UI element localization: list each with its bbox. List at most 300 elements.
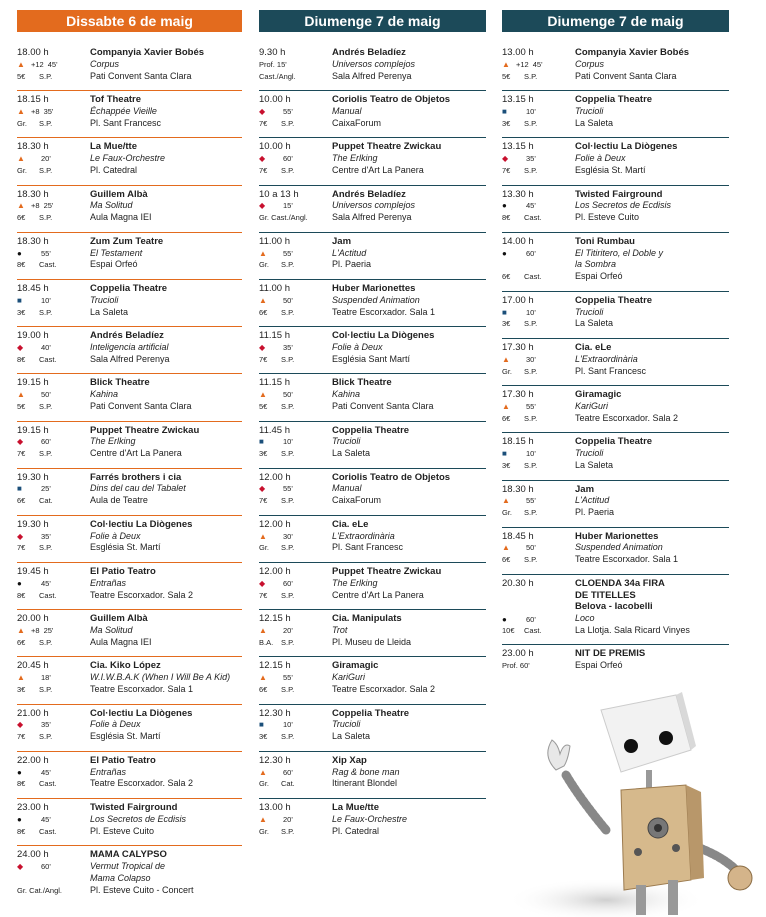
event-info <box>575 389 729 424</box>
event-marks <box>17 578 89 590</box>
event-price-line <box>259 354 331 366</box>
event-time: 18.30 h <box>17 141 49 153</box>
event-price-line <box>502 212 574 224</box>
event-company: Col·lectiu La Diògenes <box>90 707 193 719</box>
event-language: S.P. <box>524 165 538 175</box>
event-price: 7€ <box>17 732 26 742</box>
event-row <box>17 799 242 846</box>
event-meta <box>502 47 574 82</box>
event-company: Twisted Fairground <box>90 802 178 813</box>
event-title: Échappée Vieille <box>90 105 157 116</box>
event-time: 18.45 h <box>17 282 49 294</box>
event-time: 17.30 h <box>502 389 534 401</box>
event-price: Gr. <box>17 165 28 175</box>
event-time: 11.45 h <box>259 424 290 436</box>
event-company: Puppet Theatre Zwickau <box>332 566 442 578</box>
event-company: La Mue/tte <box>90 141 137 153</box>
event-marks <box>502 660 574 672</box>
tri-icon: ▲ <box>259 390 267 400</box>
event-time: 20.30 h <box>502 577 534 589</box>
event-language: S.P. <box>39 165 53 175</box>
event-row <box>17 657 242 704</box>
event-language: S.P. <box>39 401 53 411</box>
event-venue: Aula de Teatre <box>90 495 148 506</box>
event-language: S.P. <box>39 307 53 317</box>
event-venue: Pl. Sant Francesc <box>90 117 162 128</box>
event-venue: Sala Alfred Perenya <box>90 353 170 364</box>
event-row <box>17 563 242 610</box>
event-venue: Aula Magna IEI <box>90 212 152 223</box>
event-title: Corpus <box>575 58 605 69</box>
event-title: Folie à Deux <box>90 719 141 730</box>
event-company: Cia. eLe <box>332 518 369 530</box>
event-time: 12.30 h <box>259 754 291 766</box>
event-language: Cast./Angl. <box>259 71 296 81</box>
event-venue: Teatre Escorxador. Sala 2 <box>90 778 194 789</box>
event-audience: Prof. 60' <box>502 660 530 670</box>
event-row <box>259 327 486 374</box>
event-company-line: Belova - Iacobelli <box>575 601 653 613</box>
event-price-line <box>17 495 89 507</box>
event-title: KariGuri <box>332 672 366 683</box>
event-meta <box>17 94 89 129</box>
event-price-line <box>17 165 89 177</box>
circ-icon: ● <box>17 767 22 777</box>
event-marks <box>259 483 331 495</box>
event-row <box>259 91 486 138</box>
event-marks <box>502 307 574 319</box>
event-duration: 55' <box>41 248 51 258</box>
event-meta <box>502 484 574 519</box>
dia-icon: ◆ <box>259 342 266 352</box>
event-price-line <box>17 885 89 897</box>
event-time: 17.00 h <box>502 294 534 306</box>
event-price: 6€ <box>17 213 26 223</box>
event-marks <box>17 625 89 637</box>
event-marks <box>17 531 89 543</box>
event-meta <box>17 141 89 176</box>
event-info <box>332 283 486 318</box>
event-price: Gr. <box>502 508 513 518</box>
event-duration: 30' <box>526 354 536 364</box>
event-meta <box>259 566 331 601</box>
event-meta <box>259 189 331 224</box>
event-info <box>332 189 486 224</box>
event-language: S.P. <box>524 460 538 470</box>
event-price-line <box>17 307 89 319</box>
event-row <box>259 374 486 421</box>
event-time: 12.15 h <box>259 613 291 625</box>
tri-icon: ▲ <box>259 531 267 541</box>
event-venue: Espai Orfeó <box>90 259 138 270</box>
event-venue: Teatre Escorxador. Sala 1 <box>575 554 679 565</box>
event-marks <box>502 542 574 554</box>
event-row <box>502 575 729 645</box>
event-price: 10€ <box>502 626 515 636</box>
event-row <box>502 292 729 339</box>
event-info <box>90 94 242 129</box>
event-language: S.P. <box>39 637 53 647</box>
event-row <box>17 186 242 233</box>
event-title: Suspended Animation <box>332 294 420 305</box>
event-price-line <box>259 307 331 319</box>
tri-icon: ▲ <box>17 390 25 400</box>
event-info <box>90 519 242 554</box>
event-info <box>332 755 486 790</box>
event-venue: Espai Orfeó <box>575 271 623 282</box>
event-language: S.P. <box>524 413 538 423</box>
circ-icon: ● <box>17 814 22 824</box>
event-company: Tof Theatre <box>90 94 142 106</box>
event-price-line <box>502 71 574 83</box>
event-time: 23.00 h <box>502 647 534 659</box>
event-language: S.P. <box>281 590 295 600</box>
circ-icon: ● <box>502 201 507 211</box>
event-meta <box>259 141 331 176</box>
event-duration: 35' <box>283 342 293 352</box>
event-info <box>90 377 242 412</box>
tri-icon: ▲ <box>17 59 25 69</box>
event-duration: 55' <box>526 401 536 411</box>
tri-icon: ▲ <box>502 59 510 69</box>
event-duration: 55' <box>283 106 293 116</box>
event-row <box>259 799 486 846</box>
event-title: Trucioli <box>332 719 361 730</box>
event-title: Suspended Animation <box>575 542 663 553</box>
event-meta <box>259 755 331 790</box>
event-venue: Centre d'Art La Panera <box>332 164 424 175</box>
event-info <box>332 566 486 601</box>
event-language: S.P. <box>39 732 53 742</box>
event-info <box>90 236 242 271</box>
event-language: S.P. <box>281 401 295 411</box>
event-info <box>575 141 729 176</box>
event-meta <box>259 660 331 695</box>
event-row <box>259 233 486 280</box>
event-time: 13.15 h <box>502 141 534 153</box>
event-marks <box>17 342 89 354</box>
event-age: +8 <box>31 201 40 211</box>
event-price-line <box>17 778 89 790</box>
event-info <box>575 484 729 519</box>
event-meta <box>502 94 574 129</box>
event-meta <box>502 236 574 283</box>
event-row <box>259 44 486 91</box>
event-info <box>90 755 242 790</box>
event-marks <box>17 389 89 401</box>
column-header: Diumenge 7 de maig <box>259 10 486 32</box>
event-duration: 60' <box>526 248 536 258</box>
tri-icon: ▲ <box>259 814 267 824</box>
event-info <box>575 342 729 377</box>
event-row <box>259 422 486 469</box>
event-time: 20.00 h <box>17 613 49 625</box>
tri-icon: ▲ <box>17 673 25 683</box>
event-info <box>90 802 242 837</box>
event-duration: 20' <box>41 154 51 164</box>
event-marks <box>17 672 89 684</box>
event-price-line <box>502 554 574 566</box>
event-price: 7€ <box>502 165 511 175</box>
event-title: El Titiritero, el Doble y <box>575 247 663 258</box>
event-age: +8 <box>31 106 40 116</box>
event-company: Blick Theatre <box>332 377 392 389</box>
sq-icon: ■ <box>259 437 264 447</box>
event-language: S.P. <box>524 508 538 518</box>
event-time: 12.00 h <box>259 471 291 483</box>
event-price-line <box>17 401 89 413</box>
event-title: The Erlking <box>90 436 136 447</box>
event-title: Folie à Deux <box>90 530 141 541</box>
event-price: 5€ <box>17 401 26 411</box>
event-title: L'Extraordinària <box>575 353 638 364</box>
event-language: Cast. <box>524 272 542 282</box>
event-price-line <box>259 259 331 271</box>
event-info <box>575 47 729 82</box>
event-duration: 45' <box>41 814 51 824</box>
event-marks <box>502 153 574 165</box>
event-venue: Pl. Sant Francesc <box>575 365 647 376</box>
event-row <box>502 339 729 386</box>
event-price: 6€ <box>502 555 511 565</box>
event-venue: Aula Magna IEI <box>90 636 152 647</box>
event-time: 19.00 h <box>17 330 49 342</box>
tri-icon: ▲ <box>259 767 267 777</box>
event-row <box>502 433 729 480</box>
tri-icon: ▲ <box>17 106 25 116</box>
event-info <box>90 566 242 601</box>
event-time: 18.30 h <box>17 235 49 247</box>
event-duration: 10' <box>526 307 536 317</box>
event-company: Coppelia Theatre <box>90 282 168 294</box>
event-meta <box>259 708 331 743</box>
event-title: The Erlking <box>332 153 378 164</box>
event-price-line <box>259 637 331 649</box>
event-language: S.P. <box>39 118 53 128</box>
event-time: 12.15 h <box>259 660 291 672</box>
sq-icon: ■ <box>259 720 264 730</box>
event-row <box>502 233 729 292</box>
event-time: 18.45 h <box>502 530 534 542</box>
event-marks <box>502 401 574 413</box>
event-price-line <box>17 259 89 271</box>
sq-icon: ■ <box>502 106 507 116</box>
event-info <box>90 189 242 224</box>
event-title: Los Secretos de Ecdisis <box>575 200 672 211</box>
event-price: 5€ <box>17 71 26 81</box>
event-time: 14.00 h <box>502 235 534 247</box>
event-company: Cia. Manipulats <box>332 613 402 625</box>
event-venue: Pati Convent Santa Clara <box>90 400 192 411</box>
event-venue: Pl. Catedral <box>90 164 138 175</box>
event-duration: 35' <box>43 106 54 116</box>
event-language: S.P. <box>39 213 53 223</box>
event-venue: Pl. Esteve Cuito - Concert <box>90 884 194 895</box>
event-info <box>575 295 729 330</box>
event-title: Trucioli <box>90 294 119 305</box>
event-info <box>90 613 242 648</box>
event-company: NIT DE PREMIS <box>575 647 646 659</box>
event-meta <box>259 613 331 648</box>
event-marks <box>502 614 574 626</box>
event-meta <box>17 613 89 648</box>
event-row <box>502 91 729 138</box>
event-time: 23.00 h <box>17 802 49 813</box>
event-company: La Mue/tte <box>332 802 379 813</box>
event-row <box>17 846 242 905</box>
event-venue: Església St. Martí <box>90 731 161 742</box>
event-price: 8€ <box>17 354 26 364</box>
event-title: Manual <box>332 105 362 116</box>
tri-icon: ▲ <box>502 354 510 364</box>
event-title: W.I.W.B.A.K (When I Will Be A Kid) <box>90 672 231 683</box>
event-marks <box>17 483 89 495</box>
event-price-line <box>17 684 89 696</box>
event-venue: Centre d'Art La Panera <box>332 589 424 600</box>
event-meta <box>17 236 89 271</box>
event-time: 13.00 h <box>259 802 291 813</box>
event-title: Le Faux-Orchestre <box>332 813 408 824</box>
event-price-line <box>259 590 331 602</box>
event-row <box>17 138 242 185</box>
event-company: Giramagic <box>575 389 622 401</box>
event-duration: 35' <box>41 531 51 541</box>
event-price-line <box>259 165 331 177</box>
event-language: S.P. <box>281 307 295 317</box>
event-row <box>17 422 242 469</box>
event-info <box>575 189 729 224</box>
event-venue: Pl. Paeria <box>575 507 615 518</box>
event-language: Cast. <box>39 826 57 836</box>
event-row <box>259 186 486 233</box>
event-meta <box>17 519 89 554</box>
event-meta <box>259 236 331 271</box>
event-venue: CaixaForum <box>332 495 382 506</box>
event-info <box>90 330 242 365</box>
event-price: 6€ <box>17 496 26 506</box>
event-title-line: Mama Colapso <box>90 872 151 883</box>
event-time: 13.30 h <box>502 188 534 200</box>
event-marks <box>17 295 89 307</box>
event-price: 3€ <box>259 732 268 742</box>
tri-icon: ▲ <box>502 401 510 411</box>
event-row <box>259 657 486 704</box>
event-marks <box>17 106 89 118</box>
dia-icon: ◆ <box>17 720 24 730</box>
event-title: Corpus <box>90 58 120 69</box>
event-row <box>502 186 729 233</box>
event-price-line <box>17 542 89 554</box>
event-price: Gr. <box>259 260 270 270</box>
event-meta <box>502 578 574 637</box>
event-price-line <box>502 118 574 130</box>
event-marks <box>502 106 574 118</box>
event-meta <box>502 389 574 424</box>
event-venue: Teatre Escorxador. Sala 1 <box>90 684 194 695</box>
event-price-line <box>17 118 89 130</box>
event-time: 11.00 h <box>259 282 290 294</box>
event-meta <box>17 802 89 837</box>
event-marks <box>17 861 89 873</box>
event-title: Folie à Deux <box>575 153 626 164</box>
event-time: 12.30 h <box>259 707 291 719</box>
event-price: 8€ <box>17 590 26 600</box>
event-price: 8€ <box>17 260 26 270</box>
event-row <box>502 138 729 185</box>
dia-icon: ◆ <box>17 861 24 871</box>
event-info <box>575 531 729 566</box>
event-price-line <box>259 448 331 460</box>
event-company: El Patio Teatro <box>90 566 156 578</box>
event-venue: Teatre Escorxador. Sala 2 <box>575 412 679 423</box>
tri-icon: ▲ <box>259 673 267 683</box>
event-info <box>332 94 486 129</box>
event-language: S.P. <box>281 118 295 128</box>
event-language: S.P. <box>281 543 295 553</box>
event-info <box>90 425 242 460</box>
event-marks <box>259 436 331 448</box>
event-row <box>17 516 242 563</box>
event-row <box>17 327 242 374</box>
event-info <box>90 849 242 896</box>
event-duration: 20' <box>283 626 293 636</box>
event-meta <box>502 531 574 566</box>
event-meta <box>502 436 574 471</box>
event-venue: Pl. Esteve Cuito <box>575 212 640 223</box>
event-marks <box>259 814 331 826</box>
sq-icon: ■ <box>17 484 22 494</box>
event-venue: Església St. Martí <box>90 542 161 553</box>
event-time: 11.00 h <box>259 235 290 247</box>
event-title: Inteligencia artificial <box>90 341 169 352</box>
event-row <box>502 44 729 91</box>
event-company: Andrés Beladíez <box>332 188 406 200</box>
tri-icon: ▲ <box>502 543 510 553</box>
event-title: Kahina <box>90 389 119 400</box>
event-price-line <box>259 71 331 83</box>
event-title-line: la Sombra <box>575 259 617 270</box>
event-duration: 25' <box>43 626 54 636</box>
event-time: 11.15 h <box>259 377 290 389</box>
event-duration: 60' <box>283 578 293 588</box>
event-company: Coppelia Theatre <box>332 707 410 719</box>
event-company: Coppelia Theatre <box>575 294 653 306</box>
event-venue: Església Sant Martí <box>332 353 411 364</box>
event-info <box>90 47 242 82</box>
event-marks <box>502 200 574 212</box>
event-meta <box>502 295 574 330</box>
event-info <box>332 141 486 176</box>
event-venue: La Saleta <box>90 306 129 317</box>
event-marks <box>17 248 89 260</box>
event-language: Cast. <box>39 590 57 600</box>
event-row <box>259 138 486 185</box>
event-venue: CaixaForum <box>332 117 382 128</box>
event-price: 7€ <box>259 496 268 506</box>
event-title: Trucioli <box>575 306 604 317</box>
event-info <box>332 519 486 554</box>
event-company: Coppelia Theatre <box>332 424 410 436</box>
event-marks <box>17 436 89 448</box>
tri-icon: ▲ <box>259 626 267 636</box>
event-info <box>90 472 242 507</box>
event-venue: Sala Alfred Perenya <box>332 212 412 223</box>
event-time: 18.30 h <box>17 188 49 200</box>
event-marks <box>259 531 331 543</box>
event-marks <box>259 342 331 354</box>
event-price-line <box>259 731 331 743</box>
event-company: Guillem Albà <box>90 188 148 200</box>
